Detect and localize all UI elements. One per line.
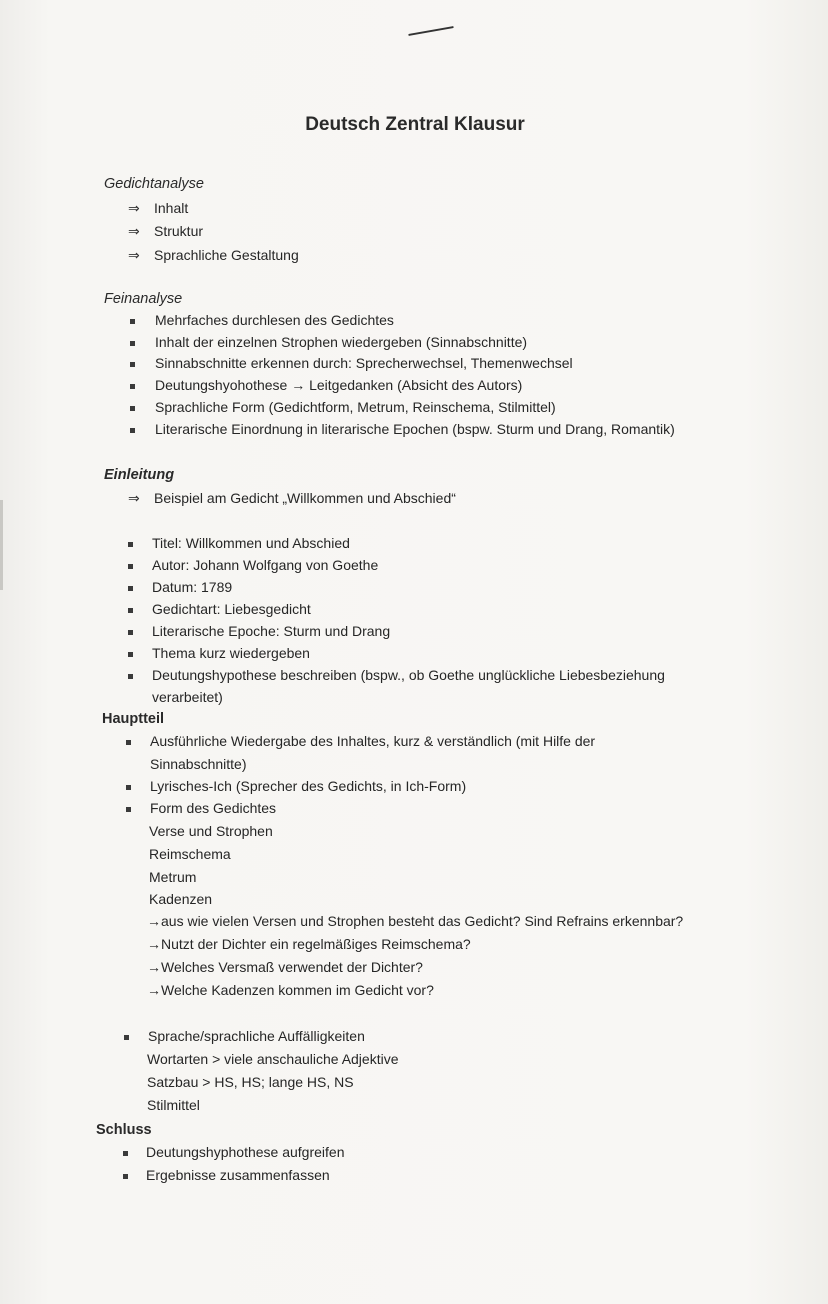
list-item: Mehrfaches durchlesen des Gedichtes: [155, 312, 394, 328]
list-item: Sinnabschnitte erkennen durch: Sprecherwechsel, Themenwechsel: [155, 355, 573, 371]
bullet-icon: [130, 428, 135, 433]
question-item: →Nutzt der Dichter ein regelmäßiges Reimschema?: [147, 936, 471, 952]
bullet-icon: [123, 1151, 128, 1156]
list-item: Inhalt der einzelnen Strophen wiedergeben (Sinnabschnitte): [155, 334, 528, 350]
bullet-icon: [128, 674, 133, 679]
implies-arrow-icon: ⇒: [128, 223, 140, 239]
list-item-continuation: verarbeitet): [152, 689, 223, 705]
question-item: →Welche Kadenzen kommen im Gedicht vor?: [147, 982, 434, 998]
list-item: Thema kurz wiedergeben: [152, 645, 310, 661]
section-heading-schluss: Schluss: [96, 1122, 152, 1138]
list-item: Ergebnisse zusammenfassen: [146, 1167, 330, 1183]
example-line: Beispiel am Gedicht „Willkommen und Abschied“: [154, 490, 456, 506]
sub-item: Verse und Strophen: [149, 823, 273, 839]
list-item: Deutungshypothese beschreiben (bspw., ob Goethe unglückliche Liebesbeziehung: [152, 667, 665, 683]
sub-item: Reimschema: [149, 846, 231, 862]
sub-item: Metrum: [149, 869, 197, 885]
bullet-icon: [128, 564, 133, 569]
bullet-icon: [128, 586, 133, 591]
section-heading-feinanalyse: Feinanalyse: [104, 291, 183, 307]
list-item: Sprachliche Gestaltung: [154, 247, 299, 263]
bullet-icon: [128, 652, 133, 657]
section-heading-hauptteil: Hauptteil: [102, 711, 165, 727]
question-item: →Welches Versmaß verwendet der Dichter?: [147, 959, 423, 975]
list-item: Form des Gedichtes: [150, 800, 277, 816]
section-heading-gedichtanalyse: Gedichtanalyse: [104, 176, 204, 192]
list-item: Struktur: [154, 223, 204, 239]
bullet-icon: [126, 740, 131, 745]
sub-item: Wortarten > viele anschauliche Adjektive: [147, 1051, 399, 1067]
bullet-icon: [130, 406, 135, 411]
pen-mark: [408, 26, 454, 36]
bullet-icon: [128, 542, 133, 547]
list-item: Lyrisches-Ich (Sprecher des Gedichts, in Ich-Form): [150, 778, 467, 794]
implies-arrow-icon: ⇒: [128, 200, 140, 216]
question-item: →aus wie vielen Versen und Strophen besteht das Gedicht? Sind Refrains erkennbar?: [147, 913, 684, 929]
page-edge-shadow: [0, 500, 3, 590]
bullet-icon: [130, 384, 135, 389]
implies-arrow-icon: ⇒: [128, 490, 140, 506]
bullet-icon: [130, 319, 135, 324]
list-item: Ausführliche Wiedergabe des Inhaltes, kurz & verständlich (mit Hilfe der: [150, 733, 596, 749]
list-item-continuation: Sinnabschnitte): [150, 756, 247, 772]
sub-item: Stilmittel: [147, 1097, 200, 1113]
list-item: Sprachliche Form (Gedichtform, Metrum, Reinschema, Stilmittel): [155, 399, 556, 415]
list-item: Deutungshyohothese → Leitgedanken (Absicht des Autors): [155, 377, 523, 393]
bullet-icon: [130, 362, 135, 367]
bullet-icon: [128, 630, 133, 635]
bullet-icon: [123, 1174, 128, 1179]
bullet-icon: [126, 807, 131, 812]
implies-arrow-icon: ⇒: [128, 247, 140, 263]
list-item: Literarische Epoche: Sturm und Drang: [152, 623, 391, 639]
bullet-icon: [128, 608, 133, 613]
list-item: Titel: Willkommen und Abschied: [152, 535, 350, 551]
list-item: Literarische Einordnung in literarische Epochen (bspw. Sturm und Drang, Romantik): [155, 421, 675, 437]
sub-item: Satzbau > HS, HS; lange HS, NS: [147, 1074, 354, 1090]
list-item: Datum: 1789: [152, 579, 233, 595]
list-item: Gedichtart: Liebesgedicht: [152, 601, 311, 617]
list-item: Autor: Johann Wolfgang von Goethe: [152, 557, 379, 573]
bullet-icon: [124, 1035, 129, 1040]
section-heading-einleitung: Einleitung: [104, 467, 175, 483]
list-item: Sprache/sprachliche Auffälligkeiten: [148, 1028, 365, 1044]
list-item: Deutungshyphothese aufgreifen: [146, 1144, 345, 1160]
list-item: Inhalt: [154, 200, 189, 216]
page-title: Deutsch Zentral Klausur: [305, 114, 525, 135]
bullet-icon: [126, 785, 131, 790]
sub-item: Kadenzen: [149, 891, 213, 907]
bullet-icon: [130, 341, 135, 346]
